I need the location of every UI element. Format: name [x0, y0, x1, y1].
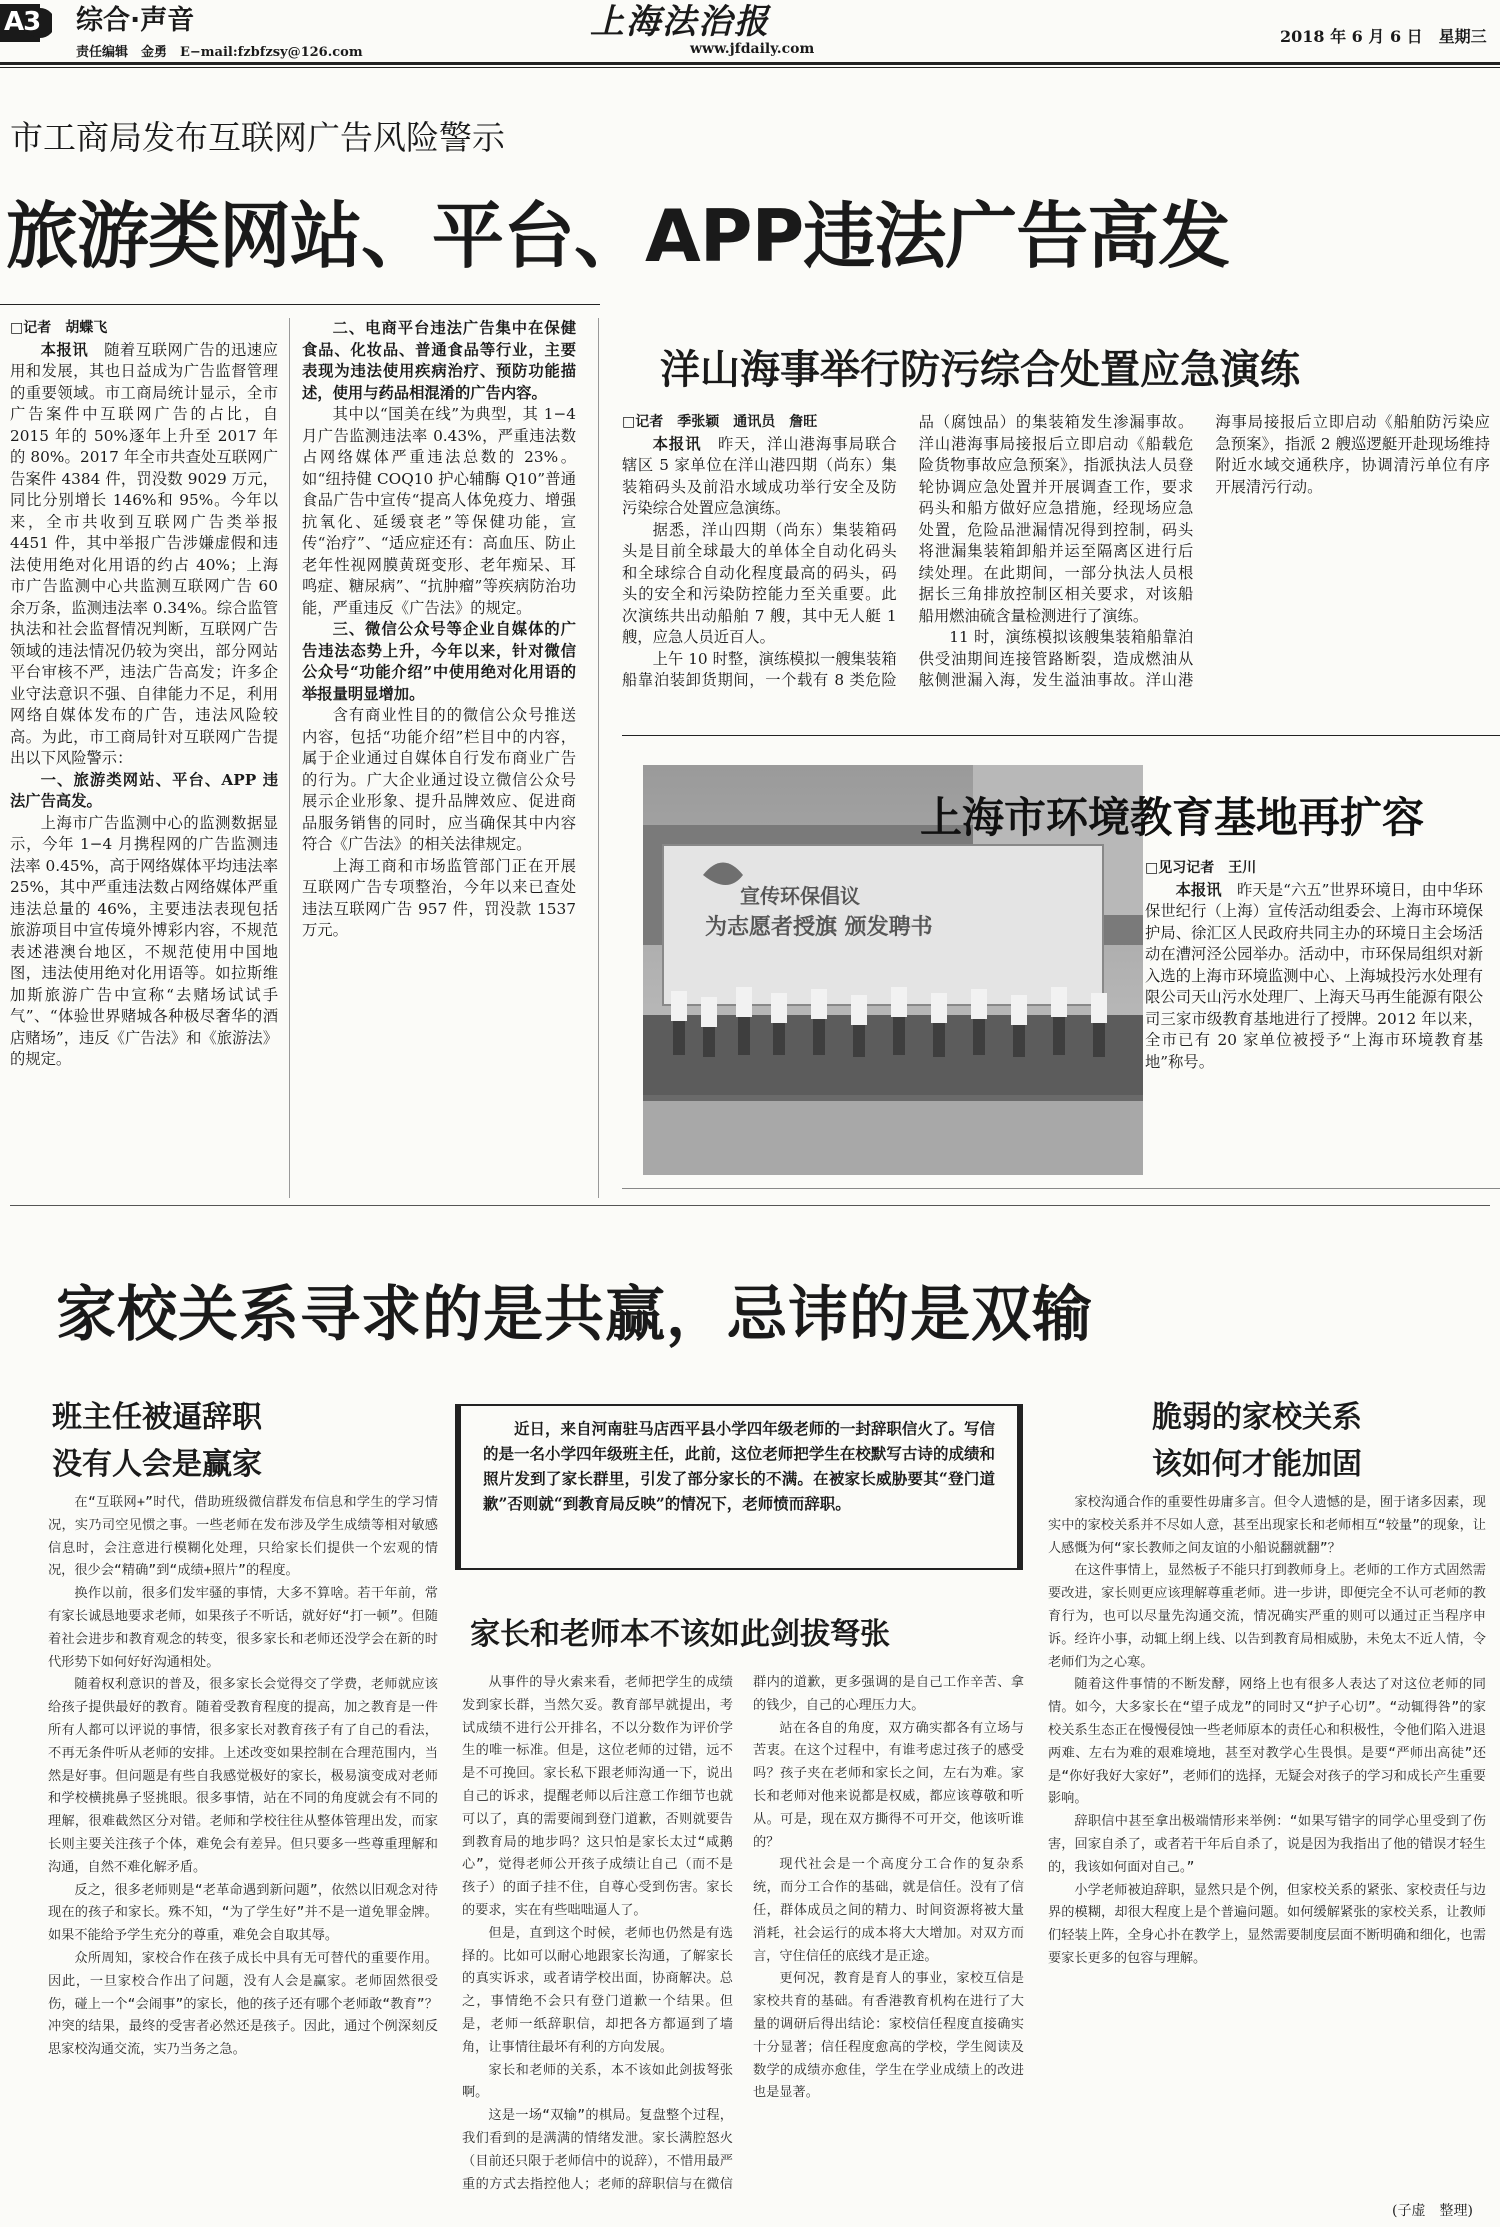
story1-column-1 — [10, 318, 278, 1198]
story1-rule — [0, 304, 600, 305]
story1-paragraph-5: 上海工商和市场监管部门正在开展互联网广告专项整治，今年以来已查处违法互联网广告 957 件，罚没款 1537 万元。 — [302, 856, 576, 939]
intro-text: 近日，来自河南驻马店西平县小学四年级老师的一封辞职信火了。写信的是一名小学四年级班主任，此前，这位老师把学生在校默写古诗的成绩和照片发到了家长群里，引发了部分家长的不满。在被家长威胁要其“登门道歉”否则就“到教育局反映”的情况下，老师愤而辞职。 — [483, 1419, 995, 1513]
story1-headline: 旅游类网站、平台、APP违法广告高发 — [6, 194, 1230, 278]
story1-paragraph-2: 上海市广告监测中心的监测数据显示，今年 1−4 月携程网的广告监测违法率 0.45%，高于网络媒体平均违法率 25%，其中严重违法数占网络媒体严重违法总量的 46%，主要违法表现包括旅游项目中宣传境外博彩内容，不规范表述港澳台地区，不规范使用中国地图，违法使用绝对化用语等。如拉斯维加斯旅游广告中宣称“去赌场试试手气”、“体验世界赌城各种极尽奢华的酒店赌场”，违反《广告法》和《旅游法》的规定。 — [10, 813, 278, 1068]
middle-paragraph-4: 这是一场“双输”的棋局。复盘整个过程，我们看到的是满满的情绪发泄。家长满腔怒火（目前还只限于老师信中的说辞），不惜用最严重的方式去指控他人；老师的辞职信与在微信群内的道歉，更多强调的是自己工作辛苦、拿的钱少，自己的心理压力大。 — [462, 1675, 1024, 2192]
paper-name-logo: 上海法治报 — [590, 2, 770, 42]
issue-date: 2018 年 6 月 6 日 星期三 — [1280, 27, 1487, 46]
right-paragraph-2: 在这件事情上，显然板子不能只打到教师身上。老师的工作方式固然需要改进，家长则更应该理解尊重老师。进一步讲，即便完全不认可老师的教育行为，也可以尽量先沟通交流，情况确实严重的则可以通过正当程序申诉。经许小事，动辄上纲上线、以告到教育局相威胁，未免太不近人情，令老师们为之心寒。 — [1048, 1563, 1486, 1670]
left-paragraph-2: 换作以前，很多们发牢骚的事情，大多不算啥。若干年前，常有家长诚恳地要求老师，如果孩子不听话，就好好“打一顿”。但随着社会进步和教育观念的转变，很多家长和老师还没学会在新的时代形势下如何好好沟通相处。 — [48, 1586, 438, 1670]
left-title-1: 班主任被逼辞职 — [52, 1400, 262, 1435]
story3-body — [1145, 858, 1483, 1178]
right-paragraph-1: 家校沟通合作的重要性毋庸多言。但令人遗憾的是，囿于诸多因素，现实中的家校关系并不尽如人意，甚至出现家长和老师相互“较量”的现象，让人感慨为何“家长教师之间友谊的小船说翻就翻”？ — [1048, 1495, 1486, 1556]
story3-byline: □见习记者 王川 — [1145, 860, 1257, 876]
story1-subhead-1: 一、旅游类网站、平台、APP 违法广告高发。 — [10, 770, 278, 810]
website: www.jfdaily.com — [690, 41, 815, 57]
masthead-rule — [0, 62, 1500, 65]
photo-banner-line2: 为志愿者授旗 颁发聘书 — [705, 915, 933, 940]
section-title: 综合·声音 — [76, 5, 195, 36]
story1-paragraph-4: 含有商业性目的的微信公众号推送内容，包括“功能介绍”栏目中的内容，属于企业通过自媒体自行发布商业广告的行为。广大企业通过设立微信公众号展示企业形象、提升品牌效应、促进商品服务销售的同时，应当确保其中内容符合《广告法》的相关法律规定。 — [302, 706, 576, 853]
story1-right-divider — [598, 318, 599, 1198]
section-divider — [10, 1205, 1490, 1206]
story4-headline: 家校关系寻求的是共赢，忌讳的是双输 — [56, 1280, 1093, 1350]
photo-banner-line1: 宣传环保倡议 — [740, 884, 860, 908]
story3-bottom-rule — [622, 1188, 1500, 1189]
middle-paragraph-7: 更何况，教育是育人的事业，家校互信是家校共育的基础。有香港教育机构在进行了大量的调研后得出结论：家校信任程度直接确实十分显著；信任程度愈高的学校，学生阅读及数学的成绩亦愈佳，学生在学业成绩上的改进也是显著。 — [753, 1971, 1024, 2101]
left-title-2: 没有人会是赢家 — [52, 1447, 262, 1482]
story3-paragraph-1: 本报讯 昨天是“六五”世界环境日，由中华环保世纪行（上海）宣传活动组委会、上海市环境保护局、徐汇区人民政府共同主办的环境日主会场活动在漕河泾公园举办。活动中，市环保局组织对新入选的上海市环境监测中心、上海城投污水处理有限公司天山污水处理厂、上海天马再生能源有限公司三家市级教育基地进行了授牌。2012 年以来，全市已有 20 家单位被授予“上海市环境教育基地”称号。 — [1145, 880, 1483, 1071]
intro-box — [455, 1404, 1023, 1570]
compiler-credit: (子虚 整理) — [1392, 2203, 1473, 2219]
right-paragraph-5: 小学老师被迫辞职，显然只是个例，但家校关系的紧张、家校责任与边界的模糊，却很大程度上是个普遍问题。如何缓解紧张的家校关系，让教师们轻装上阵，全身心扑在教学上，显然需要制度层面不断明确和细化，也需要家长更多的包容与理解。 — [1048, 1882, 1486, 1966]
middle-columns-body — [462, 1672, 1024, 2222]
story3-lead-tag: 本报讯 — [1175, 880, 1222, 899]
story2-bottom-rule — [622, 735, 1500, 736]
middle-title: 家长和老师本不该如此剑拔弩张 — [470, 1617, 890, 1652]
story1-subhead-2: 二、电商平台违法广告集中在保健食品、化妆品、普通食品等行业，主要表现为违法使用疾病治疗、预防功能描述，使用与药品相混淆的广告内容。 — [302, 319, 576, 402]
story2-byline: □记者 季张颖 通讯员 詹旺 — [622, 414, 818, 430]
story1-lead-tag: 本报讯 — [40, 340, 89, 359]
story2-body — [622, 412, 1490, 712]
editor-line: 责任编辑 金勇 E−mail:fzbfzsy@126.com — [76, 45, 363, 60]
left-paragraph-1: 在“互联网+”时代，借助班级微信群发布信息和学生的学习情况，实乃司空见惯之事。一些老师在发布涉及学生成绩等相对敏感信息时，会注意进行模糊化处理，只给家长们提供一个宏观的情况，很少会“精确”到“成绩+照片”的程度。 — [48, 1495, 438, 1579]
left-paragraph-3: 随着权利意识的普及，很多家长会觉得交了学费，老师就应该给孩子提供最好的教育。随着受教育程度的提高，加之教育是一件所有人都可以评说的事情，很多家长对教育孩子有了自己的看法，不再无条件听从老师的安排。上述改变如果控制在合理范围内，当然是好事。但问题是有些自我感觉极好的家长，极易演变成对老师和学校横挑鼻子竖挑眼。很多事情，站在不同的角度就会有不同的理解，很难截然区分对错。老师和学校往往从整体管理出发，而家长则主要关注孩子个体，难免会有差异。但只要多一些尊重理解和沟通，自然不难化解矛盾。 — [48, 1677, 438, 1875]
story2-paragraph-3: 上午 10 时整，演练模拟一艘集装箱船靠泊装卸货期间，一个载有 8 类危险品（腐蚀品）的集装箱发生渗漏事故。洋山港海事局接报后立即启动《船载危险货物事故应急预案》，指派执法人员登轮协调应急处置并开展调查工作，要求码头和船方做好应急措施，经现场应急处置，危险品泄漏情况得到控制，码头将泄漏集装箱卸船并运至隔离区进行后续处理。在此期间，一部分执法人员根据长三角排放控制区相关要求，对该船船用燃油硫含量检测进行了演练。 — [622, 413, 1194, 689]
left-paragraph-5: 众所周知，家校合作在孩子成长中具有无可替代的重要作用。因此，一旦家校合作出了问题，没有人会是赢家。老师固然很受伤，碰上一个“会闹事”的家长，他的孩子还有哪个老师敢“教育”？冲突的结果，最终的受害者必然还是孩子。因此，通过个例深刻反思家校沟通交流，实乃当务之急。 — [48, 1950, 438, 2058]
story2-paragraph-1: 本报讯 昨天，洋山港海事局联合辖区 5 家单位在洋山港四期（尚东）集装箱码头及前沿水域成功举行安全及防污染综合处置应急演练。 — [622, 434, 897, 517]
middle-paragraph-3: 家长和老师的关系，本不该如此剑拔弩张啊。 — [462, 2062, 733, 2101]
middle-paragraph-5: 站在各自的角度，双方确实都各有立场与苦衷。在这个过程中，有谁考虑过孩子的感受吗？孩子夹在老师和家长之间，左右为难。家长和老师对他来说都是权威，都应该尊敬和听从。可是，现在双方撕得不可开交，他该听谁的？ — [753, 1720, 1024, 1850]
right-title-2: 该如何才能加固 — [1152, 1447, 1362, 1482]
left-paragraph-4: 反之，很多老师则是“老革命遇到新问题”，依然以旧观念对待现在的孩子和家长。殊不知，“为了学生好”并不是一道免罪金牌。如果不能给予学生充分的尊重，难免会自取其辱。 — [48, 1882, 438, 1944]
middle-paragraph-6: 现代社会是一个高度分工合作的复杂系统，而分工合作的基础，就是信任。没有了信任，群体成员之间的精力、时间资源将被大量消耗，社会运行的成本将大大增加。对双方而言，守住信任的底线才是正途。 — [753, 1857, 1024, 1964]
story1-byline: □记者 胡蝶飞 — [10, 320, 108, 336]
right-column-body — [1048, 1492, 1486, 2192]
story1-subhead-3: 三、微信公众号等企业自媒体的广告违法态势上升，今年以来，针对微信公众号“功能介绍”中使用绝对化用语的举报量明显增加。 — [302, 620, 576, 703]
right-title-1: 脆弱的家校关系 — [1152, 1400, 1362, 1435]
story2-paragraph-2: 据悉，洋山四期（尚东）集装箱码头是目前全球最大的单体全自动化码头和全球综合自动化程度最高的码头，码头的安全和污染防控能力至关重要。此次演练共出动船舶 7 艘，其中无人艇 1 艘，应急人员近百人。 — [622, 520, 897, 646]
story2-headline: 洋山海事举行防污综合处置应急演练 — [660, 347, 1300, 393]
story3-headline: 上海市环境教育基地再扩容 — [920, 793, 1425, 842]
right-paragraph-3: 随着这件事情的不断发酵，网络上也有很多人表达了对这位老师的同情。如今，大多家长在“望子成龙”的同时又“护子心切”。“动辄得咎”的家校关系生态正在慢慢侵蚀一些老师原本的责任心和积极性，令他们陷入进退两难、左右为难的艰难境地，甚至对教学心生畏惧。是要“严师出高徒”还是“你好我好大家好”，老师们的选择，无疑会对孩子的学习和成长产生重要影响。 — [1048, 1677, 1486, 1807]
story2-paragraph-4: 11 时，演练模拟该艘集装箱船靠泊供受油期间连接管路断裂，造成燃油从舷侧泄漏入海，发生溢油事故。洋山港海事局接报后立即启动《船舶防污染应急预案》，指派 2 艘巡逻艇开赴现场维持附近水域交通秩序，协调清污单位有序开展清污行动。 — [918, 413, 1490, 689]
middle-paragraph-1: 从事件的导火索来看，老师把学生的成绩发到家长群，当然欠妥。教育部早就提出，考试成绩不进行公开排名，不以分数作为评价学生的唯一标准。但是，这位老师的过错，远不是不可挽回。家长私下跟老师沟通一下，说出自己的诉求，提醒老师以后注意工作细节也就可以了，真的需要闹到登门道歉，否则就要告到教育局的地步吗？这只怕是家长太过“咸鹅心”，觉得老师公开孩子成绩让自己（而不是孩子）的面子挂不住，自尊心受到伤害。家长的要求，实在有些咄咄逼人了。 — [462, 1675, 733, 1918]
page-badge-label: A3 — [4, 7, 41, 37]
story1-column-2 — [302, 318, 576, 1198]
story1-paragraph-3: 其中以“国美在线”为典型，其 1−4 月广告监测违法率 0.43%，严重违法数占网络媒体严重违法总数的 23%。如“纽持健 COQ10 护心辅酶 Q10”普通食品广告中宣传“提高人体免疫力、增强抗氧化、延缓衰老”等保健功能，宣传“治疗”、“适应症还有：高血压、防止老年性视网膜黄斑变形、老年痴呆、耳鸣症、糖尿病”、“抗肿瘤”等疾病防治功能，严重违反《广告法》的规定。 — [302, 405, 576, 617]
middle-paragraph-2: 但是，直到这个时候，老师也仍然是有选择的。比如可以耐心地跟家长沟通，了解家长的真实诉求，或者请学校出面，协商解决。总之，事情绝不会只有登门道歉一个结果。但是，老师一纸辞职信，却把各方都逼到了墙角，让事情往最坏有利的方向发展。 — [462, 1925, 733, 2055]
story1-paragraph-1: 本报讯 随着互联网广告的迅速应用和发展，其也日益成为广告监督管理的重要领域。市工商局统计显示，全市广告案件中互联网广告的占比，自 2015 年的 50%逐年上升至 2017 年的 80%。2017 年全市共查处互联网广告案件 4384 件，罚没数 9029 万元，同比分别增长 146%和 95%。今年以来，全市共收到互联网广告类举报 4451 件，其中举报广告涉嫌虚假和违法使用绝对化用语的约占 40%；上海市广告监测中心共监测互联网广告 60 余万条，监测违法率 0.34%。综合监管执法和社会监督情况判断，互联网广告领域的违法情况仍较为突出，部分网站平台审核不严，违法广告高发；许多企业守法意识不强、自律能力不足，利用网络自媒体发布的广告，违法风险较高。为此，市工商局针对互联网广告提出以下风险警示： — [10, 340, 278, 767]
left-column-body — [48, 1492, 438, 2222]
column-divider-1 — [289, 318, 290, 1198]
right-paragraph-4: 辞职信中甚至拿出极端情形来举例：“如果写错字的同学心里受到了伤害，回家自杀了，或者若干年后自杀了，说是因为我指出了他的错误才轻生的，我该如何面对自己。” — [1048, 1814, 1486, 1875]
masthead-rule-thin — [0, 67, 1500, 68]
story2-lead-tag: 本报讯 — [652, 434, 702, 453]
story1-kicker: 市工商局发布互联网广告风险警示 — [10, 118, 505, 157]
